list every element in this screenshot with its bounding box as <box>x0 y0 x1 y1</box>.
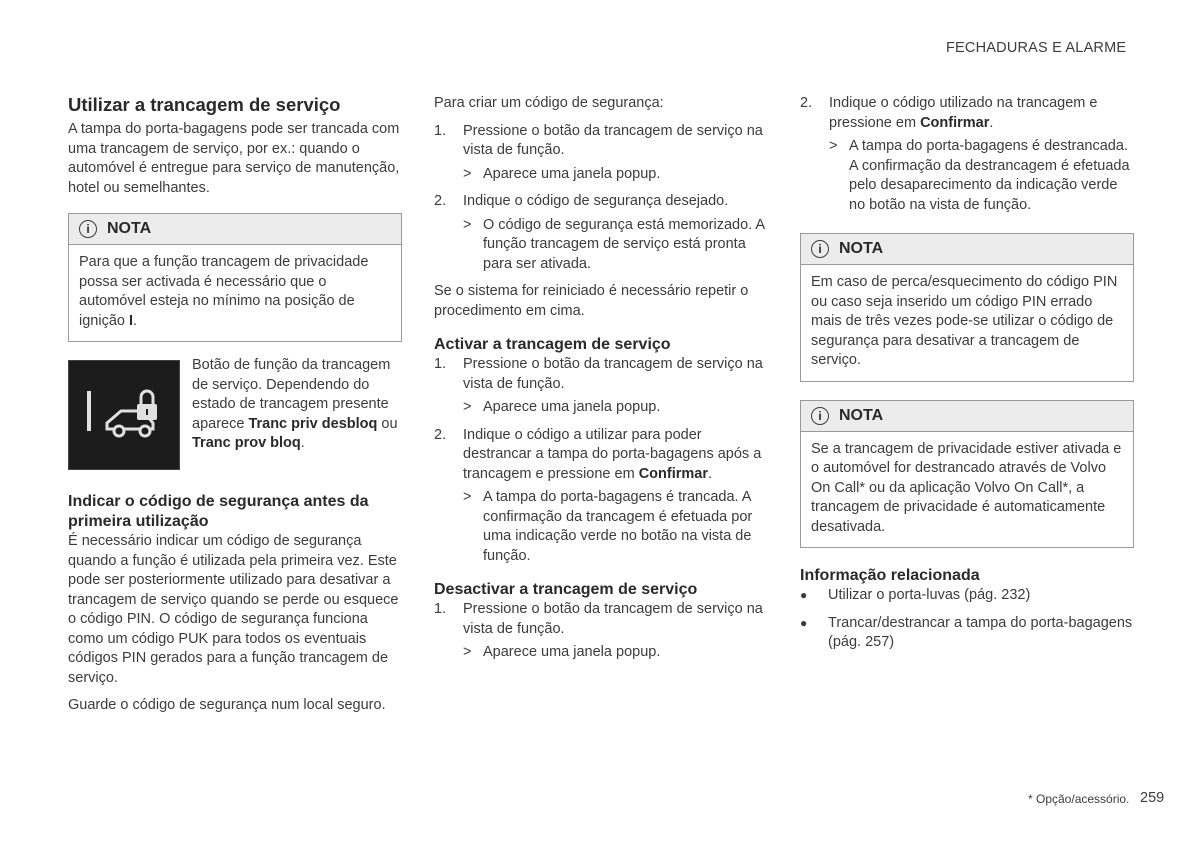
label-unlocked: Tranc priv desbloq <box>248 415 378 432</box>
footer-note: * Opção/acessório. <box>1028 792 1130 806</box>
bullet-icon: ● <box>800 588 808 602</box>
function-button-figure <box>68 357 402 470</box>
related-link[interactable]: ● Utilizar o porta-luvas (pág. 232) <box>800 586 1134 606</box>
arrow-icon: > <box>463 489 472 505</box>
intro-paragraph: A tampa do porta-bagagens pode ser trancada com uma trancagem de serviço, por ex.: quando o automóvel é entregue para serviço de manutenção, hotel ou semelhantes. <box>68 121 400 196</box>
figure-caption: Botão de função da trancagem de serviço. Dependendo do estado de trancagem presente aparece Tranc priv desbloq ou Tranc prov bloq. <box>192 357 398 451</box>
note-body: Em caso de perca/esquecimento do código PIN ou caso seja inserido um código PIN errado mais de três vezes pode-se utilizar o código de segurança para desativar a trancagem de serviço. <box>811 274 1118 368</box>
info-icon: i <box>811 240 829 258</box>
note-box-volvo-on-call <box>800 400 1134 549</box>
step-result: > A tampa do porta-bagagens é destrancada. A confirmação da destrancagem é efetuada pelo desaparecimento da indicação verde no botão na vista de função. <box>829 137 1134 215</box>
section-heading-related: Informação relacionada <box>800 567 980 584</box>
step-item: 2. Indique o código utilizado na trancagem e pressione em Confirmar. <box>800 95 1098 131</box>
section-heading-activate: Activar a trancagem de serviço <box>434 336 671 353</box>
step-result: > Aparece uma janela popup. <box>463 643 768 663</box>
column-2 <box>434 94 768 663</box>
step-result: > Aparece uma janela popup. <box>463 165 768 185</box>
confirm-label: Confirmar <box>638 465 708 482</box>
page-number: 259 <box>1140 790 1165 806</box>
page-title: Utilizar a trancagem de serviço <box>68 94 341 115</box>
step-item: 2. Indique o código a utilizar para poder destrancar a tampa do porta-bagagens após a trancagem e pressione em Confirmar. <box>434 426 762 482</box>
note-label: NOTA <box>839 406 884 424</box>
arrow-icon: > <box>463 165 472 182</box>
security-code-paragraph: É necessário indicar um código de segurança quando a função é utilizada pela primeira vez. Este pode ser posteriormente utilizado para desativar a trancagem de serviço quando se perde ou esquece o código PIN. O código de segurança funciona como um código PUK para todos os eventuais códigos PIN gerados para a função trancagem de serviço. <box>68 533 399 686</box>
section-heading-deactivate: Desactivar a trancagem de serviço <box>434 581 698 598</box>
bullet-icon: ● <box>800 615 808 630</box>
related-link[interactable]: ● Trancar/destrancar a tampa do porta-bagagens (pág. 257) <box>800 614 1134 653</box>
step-result: > O código de segurança está memorizado. A função trancagem de serviço está pronta para ser ativada. <box>463 216 768 275</box>
step-result: > Aparece uma janela popup. <box>463 398 768 418</box>
note-box-ignition <box>68 213 402 342</box>
info-icon: i <box>79 220 97 238</box>
car-lock-icon <box>69 361 179 469</box>
info-icon: i <box>811 407 829 425</box>
section-header: FECHADURAS E ALARME <box>946 40 1127 56</box>
label-locked: Tranc prov bloq <box>192 435 301 451</box>
note-box-pin <box>800 233 1134 382</box>
keep-safe-paragraph: Guarde o código de segurança num local seguro. <box>68 697 386 713</box>
create-code-intro: Para criar um código de segurança: <box>434 95 664 111</box>
step-item: 1. Pressione o botão da trancagem de serviço na vista de função. <box>434 601 763 637</box>
restart-paragraph: Se o sistema for reiniciado é necessário repetir o procedimento em cima. <box>434 283 749 319</box>
note-label: NOTA <box>839 240 884 257</box>
step-item: 1. Pressione o botão da trancagem de serviço na vista de função. <box>434 122 763 158</box>
arrow-icon: > <box>463 399 472 415</box>
step-result: > A tampa do porta-bagagens é trancada. A confirmação da trancagem é efetuada por uma indicação verde no botão na vista de função. <box>463 488 768 566</box>
note-label: NOTA <box>107 220 152 237</box>
service-lock-button-image <box>68 360 180 470</box>
note-body: Se a trancagem de privacidade estiver ativada e o automóvel for destrancado através de Volvo On Call* ou da aplicação Volvo On Call*, a trancagem de privacidade é automaticamente desativada. <box>811 440 1122 535</box>
section-heading-security-code: Indicar o código de segurança antes da primeira utilização <box>68 493 369 530</box>
arrow-icon: > <box>829 138 838 154</box>
note-header <box>801 401 1133 432</box>
ignition-position: I <box>128 312 134 329</box>
arrow-icon: > <box>463 644 472 660</box>
note-body: Para que a função trancagem de privacidade possa ser activada é necessário que o automóvel esteja no mínimo na posição de ignição I. <box>79 254 369 329</box>
step-item: 2. Indique o código de segurança desejado. <box>434 193 729 209</box>
step-item: 1. Pressione o botão da trancagem de serviço na vista de função. <box>434 356 763 392</box>
column-3 <box>800 94 1134 653</box>
arrow-icon: > <box>463 216 472 233</box>
note-header <box>69 214 401 245</box>
note-header <box>801 234 1133 265</box>
column-1 <box>68 94 402 716</box>
confirm-label: Confirmar <box>920 114 990 131</box>
